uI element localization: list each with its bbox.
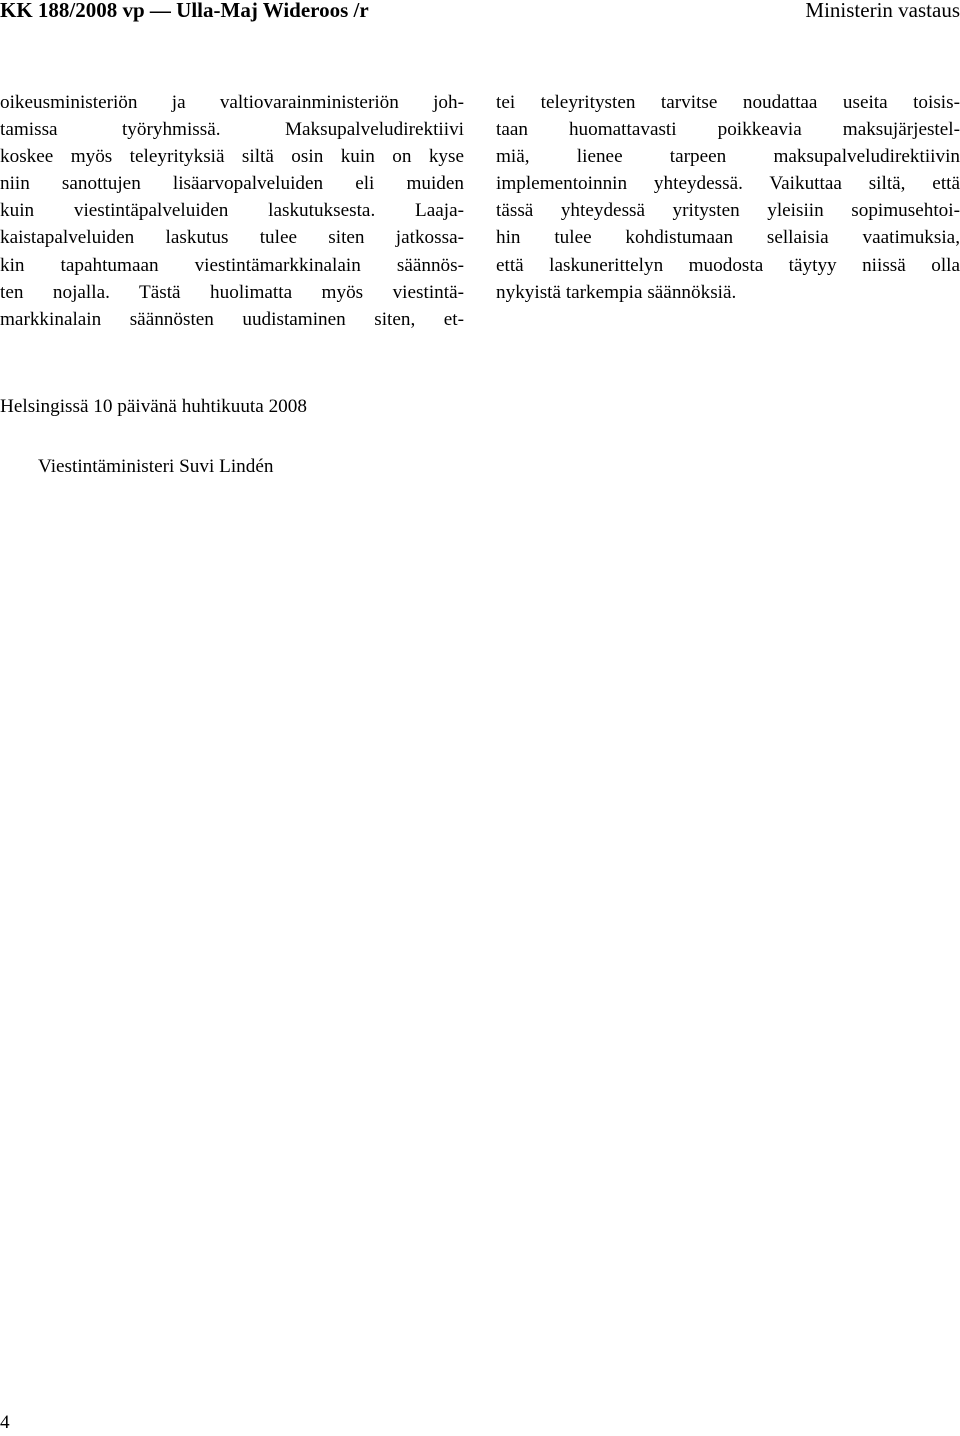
text-line: tässä yhteydessä yritysten yleisiin sopimusehtoi- (496, 200, 960, 222)
text-line: koskee myös teleyrityksiä siltä osin kuin on kyse (0, 146, 464, 168)
text-line: markkinalain säännösten uudistaminen siten, et- (0, 308, 464, 330)
text-line: hin tulee kohdistumaan sellaisia vaatimuksia, (496, 227, 960, 249)
text-line: taan huomattavasti poikkeavia maksujärjestel- (496, 119, 960, 141)
right-column (496, 89, 960, 306)
text-line: kaistapalveluiden laskutus tulee siten jatkossa- (0, 227, 464, 249)
text-line: oikeusministeriön ja valtiovarainministeriön joh- (0, 92, 464, 113)
page-number: 4 (0, 1412, 10, 1433)
text-line: tei teleyritysten tarvitse noudattaa useita toisis- (496, 92, 960, 113)
place-and-date: Helsingissä 10 päivänä huhtikuuta 2008 (0, 396, 307, 417)
page-header (0, 0, 960, 24)
text-line: tamissa työryhmissä. Maksupalveludirektiivi (0, 119, 464, 141)
text-line: kuin viestintäpalveluiden laskutuksesta. Laaja- (0, 200, 464, 222)
text-line: nykyistä tarkempia säännöksiä. (496, 281, 737, 303)
text-line: niin sanottujen lisäarvopalveluiden eli muiden (0, 173, 464, 195)
section-title: Ministerin vastaus (805, 0, 960, 22)
signature: Viestintäministeri Suvi Lindén (38, 456, 274, 477)
document-reference: KK 188/2008 vp — Ulla-Maj Wideroos /r (0, 0, 369, 22)
left-column (0, 89, 464, 333)
text-line: että laskunerittelyn muodosta täytyy niissä olla (496, 254, 960, 276)
text-line: kin tapahtumaan viestintämarkkinalain säännös- (0, 254, 464, 276)
text-line: miä, lienee tarpeen maksupalveludirektiivin (496, 146, 960, 168)
text-line: ten nojalla. Tästä huolimatta myös viestintä- (0, 281, 464, 303)
text-line: implementoinnin yhteydessä. Vaikuttaa siltä, että (496, 173, 960, 195)
